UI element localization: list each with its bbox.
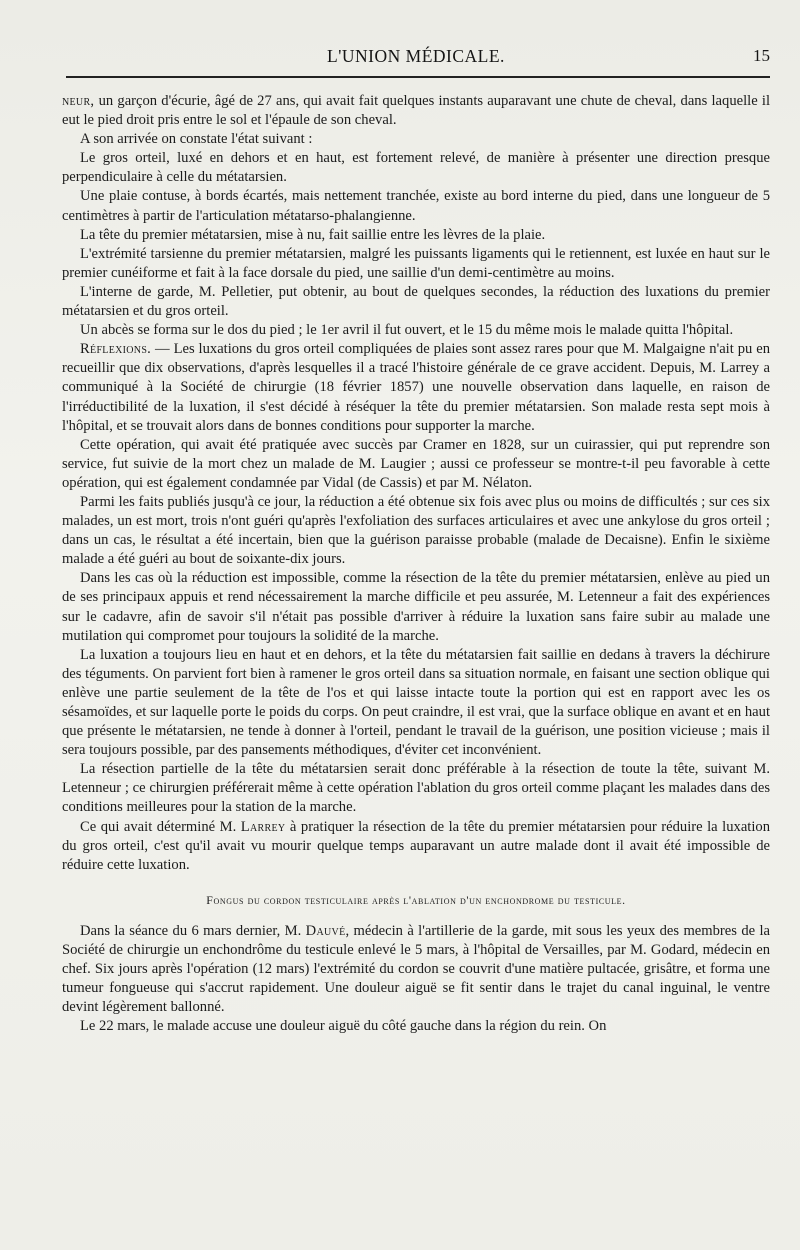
paragraph: neur, un garçon d'écurie, âgé de 27 ans, qui avait fait quelques instants auparavant une chute de cheval, dans laquelle il eut le pied droit pris entre le sol et l'épaule de son cheval. [62,93,770,129]
paragraph: La résection partielle de la tête du métatarsien serait donc préférable à la résection de toute la tête, suivant M. Letenneur ; ce chirurgien préférerait même à cette opération l'ablation du gros orteil comme plaçant les malades dans des conditions meilleures pour la station de la marche. [62,761,770,816]
paragraph: Une plaie contuse, à bords écartés, mais nettement tranchée, existe au bord interne du pied, dans une longueur de 5 centimètres à partir de l'articulation métatarso-phalangienne. [62,188,770,224]
paragraph-reflexions: Réflexions. — Les luxations du gros orteil compliquées de plaies sont assez rares pour que M. Malgaigne n'ait pu en recueillir que dix observations, d'après lesquelles il a tracé l'histoire générale de ce grave accident. Depuis, M. Larrey a communiqué à la Société de chirurgie (18 février 1857) une nouvelle observation dans laquelle, en raison de l'irréductibilité de la luxation, il s'est décidé à réséquer la tête du premier métatarsien. Son malade resta sept mois à l'hôpital, et se trouvait alors dans de bonnes conditions pour supporter la marche. [62,341,770,434]
paragraph: L'interne de garde, M. Pelletier, put obtenir, au bout de quelques secondes, la réduction des luxations du premier métatarsien et du gros orteil. [62,283,770,320]
running-header [62,46,770,70]
paragraph: L'extrémité tarsienne du premier métatarsien, malgré les puissants ligaments qui le retiennent, est luxée en haut sur le premier cunéiforme et fait à la face dorsale du pied, une saillie d'un demi-centimètre au moins. [62,245,770,281]
author-name: Dauvé [305,922,346,939]
paragraph: Ce qui avait déterminé M. Larrey à pratiquer la résection de la tête du premier métatarsien pour réduire la luxation du gros orteil, c'est qu'il avait vu mourir quelque temps auparavant un autre malade dont il avait été impossible de réduire cette luxation. [62,818,770,873]
paragraph: Parmi les faits publiés jusqu'à ce jour, la réduction a été obtenue six fois avec plus ou moins de difficultés ; sur ces six malades, un est mort, trois n'ont guéri qu'après l'exfoliation des surfaces articulaires et avec une ankylose du gros orteil ; dans un cas, le résultat a été incertain, bien que la guérison paraisse probable (malade de Decaisne). Enfin le sixième malade a été guéri au bout de soixante-dix jours. [62,493,770,568]
author-name: Larrey [240,818,286,835]
paragraph: Dans la séance du 6 mars dernier, M. Dauvé, médecin à l'artillerie de la garde, mit sous les yeux des membres de la Société de chirurgie un enchondrôme du testicule enlevé le 5 mars, à l'hôpital de Versailles, par M. Godard, médecin en chef. Six jours après l'opération (12 mars) l'extrémité du cordon se couvrit d'une matière pultacée, grisâtre, et forma une tumeur fongueuse qui s'accrut rapidement. Une douleur aiguë se fit sentir dans le trajet du canal inguinal, le ventre devint légèrement ballonné. [62,922,770,1016]
paragraph: Un abcès se forma sur le dos du pied ; le 1er avril il fut ouvert, et le 15 du même mois le malade quitta l'hôpital. [80,322,734,339]
header-rule [66,76,770,78]
paragraph: La luxation a toujours lieu en haut et en dehors, et la tête du métatarsien fait saillie en dedans à travers la déchirure des téguments. On parvient fort bien à ramener le gros orteil dans sa situation normale, en faisant une section oblique qui enlève une partie seulement de la tête de l'os et qui laisse intacte toute la portion qui est en rapport avec les os sésamoïdes, et sur laquelle porte le poids du corps. On peut craindre, il est vrai, que la surface oblique en avant et en haut que présente le métatarsien, ne tende à donner à l'orteil, pendant le travail de la guérison, une position vicieuse ; mais il sera toujours possible, par des pansements méthodiques, d'éviter cet inconvénient. [62,646,770,759]
paragraph: Dans les cas où la réduction est impossible, comme la résection de la tête du premier métatarsien, enlève au pied un de ses principaux appuis et rend nécessairement la marche difficile et peu assurée, M. Letenneur a fait des expériences sur le cadavre, afin de savoir s'il n'était pas possible d'arriver à réduire la luxation sans faire subir au malade une mutilation qui compromet pour toujours la solidité de la marche. [62,570,770,644]
journal-title: L'UNION MÉDICALE. [327,46,505,66]
article-body [62,92,770,1037]
paragraph: La tête du premier métatarsien, mise à nu, fait saillie entre les lèvres de la plaie. [80,226,546,243]
paragraph-lead: neur, [62,93,95,109]
section-title: Fongus du cordon testiculaire après l'ablation d'un enchondrome du testicule. [206,892,626,907]
paragraph: Le 22 mars, le malade accuse une douleur aiguë du côté gauche dans la région du rein. On [80,1018,607,1035]
paragraph: Le gros orteil, luxé en dehors et en haut, est fortement relevé, de manière à présenter une direction presque perpendiculaire à celle du métatarsien. [62,150,770,186]
paragraph: A son arrivée on constate l'état suivant : [80,131,313,148]
page-number: 15 [753,46,770,65]
paragraph: Cette opération, qui avait été pratiquée avec succès par Cramer en 1828, sur un cuirassier, qui put reprendre son service, fut suivie de la mort chez un malade de M. Laugier ; aussi ce professeur se montre-t-il peu favorable à cette opération, qui est également condamnée par Vidal (de Cassis) et par M. Nélaton. [62,436,770,491]
paragraph-lead: Réflexions. [80,341,152,358]
